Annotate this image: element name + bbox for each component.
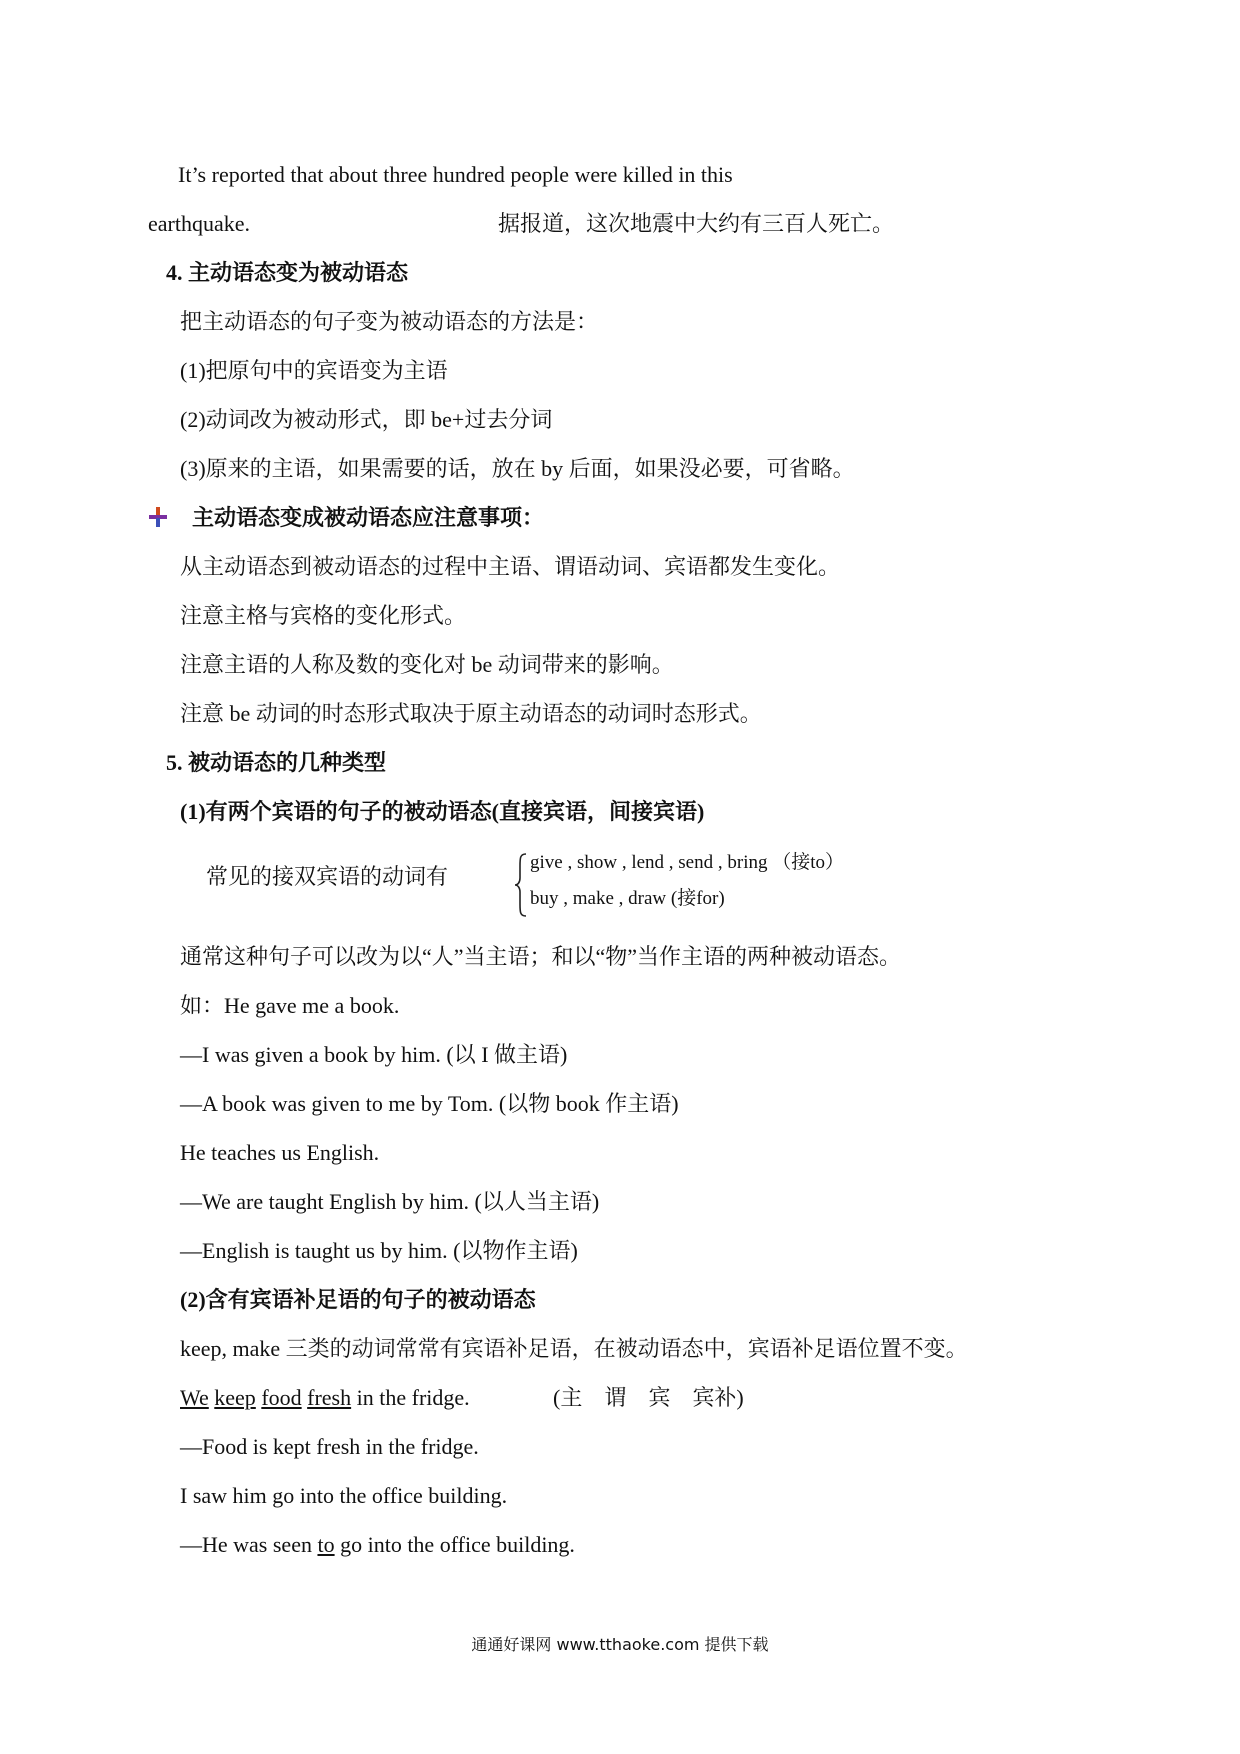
text-span: —He was seen xyxy=(180,1532,312,1557)
text-line: 注意主语的人称及数的变化对 be 动词带来的影响。 xyxy=(180,652,674,677)
text-line: (3)原来的主语，如果需要的话，放在 by 后面，如果没必要，可省略。 xyxy=(180,456,855,481)
text-line: buy , make , draw (接for) xyxy=(530,888,725,909)
text-line: —Food is kept fresh in the fridge. xyxy=(180,1434,479,1459)
text-line: keep, make 三类的动词常常有宾语补足语，在被动语态中，宾语补足语位置不变。 xyxy=(180,1336,968,1361)
text-line: It’s reported that about three hundred people were killed in this xyxy=(178,162,733,187)
text-line: 从主动语态到被动语态的过程中主语、谓语动词、宾语都发生变化。 xyxy=(180,554,841,579)
text-line: 注意主格与宾格的变化形式。 xyxy=(180,603,467,628)
text-line: give , show , lend , send , bring （接to） xyxy=(530,852,845,873)
text-line-translation: 据报道，这次地震中大约有三百人死亡。 xyxy=(498,211,895,236)
notes-heading: 主动语态变成被动语态应注意事项： xyxy=(192,505,545,530)
text-line: 如：He gave me a book. xyxy=(180,993,400,1018)
text-span: go into the office building. xyxy=(340,1532,575,1557)
section-heading-4: 4. 主动语态变为被动语态 xyxy=(166,260,409,285)
page-footer: 通通好课网 www.tthaoke.com 提供下载 xyxy=(471,1635,769,1654)
text-line: He teaches us English. xyxy=(180,1140,380,1165)
text-line: —A book was given to me by Tom. (以物 book 作主语) xyxy=(180,1091,679,1116)
underlined-word: to xyxy=(317,1532,335,1557)
underlined-word: fresh xyxy=(307,1385,352,1410)
text-line: (2)动词改为被动形式，即 be+过去分词 xyxy=(180,407,553,432)
text-line: 注意 be 动词的时态形式取决于原主动语态的动词时态形式。 xyxy=(180,701,762,726)
text-line xyxy=(180,1383,470,1413)
text-line-annotation: (主 谓 宾 宾补) xyxy=(553,1385,744,1410)
text-line: (1)把原句中的宾语变为主语 xyxy=(180,358,448,383)
underlined-word: food xyxy=(261,1385,302,1410)
subheading: (2)含有宾语补足语的句子的被动语态 xyxy=(180,1287,536,1312)
brace-icon xyxy=(514,852,528,918)
text-line xyxy=(180,1530,575,1560)
text-line: —We are taught English by him. (以人当主语) xyxy=(180,1189,600,1214)
text-line: I saw him go into the office building. xyxy=(180,1483,508,1508)
text-line: 通常这种句子可以改为以“人”当主语；和以“物”当作主语的两种被动语态。 xyxy=(180,944,902,969)
subheading: (1)有两个宾语的句子的被动语态(直接宾语，间接宾语) xyxy=(180,799,705,824)
text-line: 把主动语态的句子变为被动语态的方法是： xyxy=(180,309,599,334)
text-line: —I was given a book by him. (以 I 做主语) xyxy=(180,1042,568,1067)
text-line: earthquake. xyxy=(148,211,250,236)
underlined-word: keep xyxy=(214,1385,256,1410)
text-line: —English is taught us by him. (以物作主语) xyxy=(180,1238,578,1263)
text-span: in the fridge. xyxy=(356,1385,470,1410)
section-heading-5: 5. 被动语态的几种类型 xyxy=(166,750,387,775)
bullet-icon xyxy=(149,507,167,527)
text-line: 常见的接双宾语的动词有 xyxy=(206,864,449,889)
underlined-word: We xyxy=(180,1385,209,1410)
